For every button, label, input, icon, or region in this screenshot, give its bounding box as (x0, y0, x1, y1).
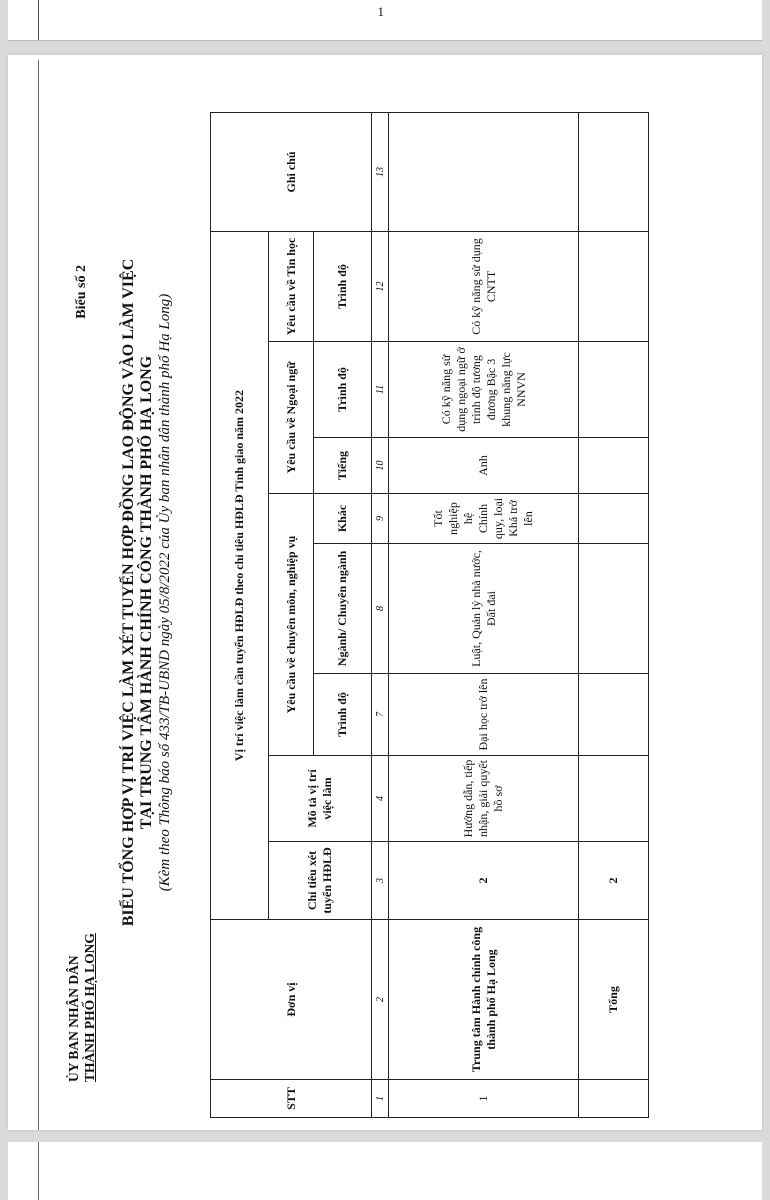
header-desc: Mô tả vị trí việc làm (269, 756, 372, 842)
row-unit: Trung tâm Hành chính công thành phố Hạ Long (389, 920, 579, 1080)
total-quota: 2 (579, 842, 649, 920)
page-number: 1 (377, 4, 384, 19)
issuing-organization (66, 933, 98, 1082)
document-page (8, 55, 762, 1130)
title-line-1: BIỂU TỔNG HỢP VỊ TRÍ VIỆC LÀM XÉT TUYỂN HỢP ĐỒNG LAO ĐỘNG VÀO LÀM VIỆC (120, 258, 137, 927)
header-prof-level: Trình độ (314, 674, 372, 756)
total-label: Tổng (579, 920, 649, 1080)
header-quota: Chỉ tiêu xét tuyển HĐLĐ (269, 842, 372, 920)
form-number: Biểu số 2 (74, 265, 89, 319)
org-line-2: THÀNH PHỐ HẠ LONG (82, 933, 97, 1082)
row-desc: Hướng dẫn, tiếp nhận, giải quyết hồ sơ (389, 756, 579, 842)
index-cell: 11 (372, 342, 389, 438)
rotated-landscape-content (8, 55, 762, 1130)
header-prof-group: Yêu cầu về chuyên môn, nghiệp vụ (269, 494, 314, 756)
row-lang-level: Có kỹ năng sử dụng ngoại ngữ ở trình độ tương đương Bậc 3 khung năng lực NNVN (389, 342, 579, 438)
row-quota: 2 (389, 842, 579, 920)
index-cell: 2 (372, 920, 389, 1080)
empty-cell (579, 544, 649, 674)
header-note: Ghi chú (211, 113, 372, 232)
next-page-fragment (8, 1142, 762, 1200)
title-subtitle: (Kèm theo Thông báo số 433/TB-UBND ngày 05/8/2022 của Ủy ban nhân dân thành phố Hạ Long) (157, 293, 173, 892)
header-it-level: Trình độ (314, 232, 372, 342)
index-cell: 4 (372, 756, 389, 842)
header-lang-name: Tiếng (314, 438, 372, 494)
row-prof-other: Tốt nghiệp hệ Chính quy, loại Khá trở lên (389, 494, 579, 544)
row-prof-level: Đại học trở lên (389, 674, 579, 756)
row-stt: 1 (389, 1080, 579, 1118)
empty-cell (579, 232, 649, 342)
empty-cell (579, 756, 649, 842)
header-unit: Đơn vị (211, 920, 372, 1080)
empty-cell (579, 342, 649, 438)
header-group: Vị trí việc làm cần tuyển HĐLĐ theo chỉ tiêu HĐLĐ Tỉnh giao năm 2022 (211, 232, 269, 920)
total-stt-cell (579, 1080, 649, 1118)
index-cell: 7 (372, 674, 389, 756)
header-lang-group: Yêu cầu về Ngoại ngữ (269, 342, 314, 494)
index-cell: 3 (372, 842, 389, 920)
row-prof-major: Luật, Quản lý nhà nước, Đất đai (389, 544, 579, 674)
empty-cell (579, 438, 649, 494)
header-prof-major: Ngành/ Chuyên ngành (314, 544, 372, 674)
index-cell: 10 (372, 438, 389, 494)
document-title (120, 55, 174, 1130)
column-index-row (372, 113, 389, 1118)
header-prof-other: Khác (314, 494, 372, 544)
previous-page-fragment (8, 0, 762, 41)
empty-cell (579, 674, 649, 756)
row-note (389, 113, 579, 232)
empty-cell (579, 494, 649, 544)
header-lang-level: Trình độ (314, 342, 372, 438)
index-cell: 1 (372, 1080, 389, 1118)
total-row (579, 113, 649, 1118)
table-row (389, 113, 579, 1118)
margin-line (38, 0, 39, 40)
margin-line (38, 1142, 39, 1200)
positions-table (210, 112, 649, 1118)
header-it-group: Yêu cầu về Tin học (269, 232, 314, 342)
title-line-2: TẠI TRUNG TÂM HÀNH CHÍNH CÔNG THÀNH PHỐ HẠ LONG (138, 355, 155, 830)
index-cell: 8 (372, 544, 389, 674)
header-stt: STT (211, 1080, 372, 1118)
org-line-1: ỦY BAN NHÂN DÂN (66, 955, 81, 1082)
empty-cell (579, 113, 649, 232)
index-cell: 13 (372, 113, 389, 232)
row-lang-name: Anh (389, 438, 579, 494)
index-cell: 9 (372, 494, 389, 544)
index-cell: 12 (372, 232, 389, 342)
row-it-level: Có kỹ năng sử dụng CNTT (389, 232, 579, 342)
